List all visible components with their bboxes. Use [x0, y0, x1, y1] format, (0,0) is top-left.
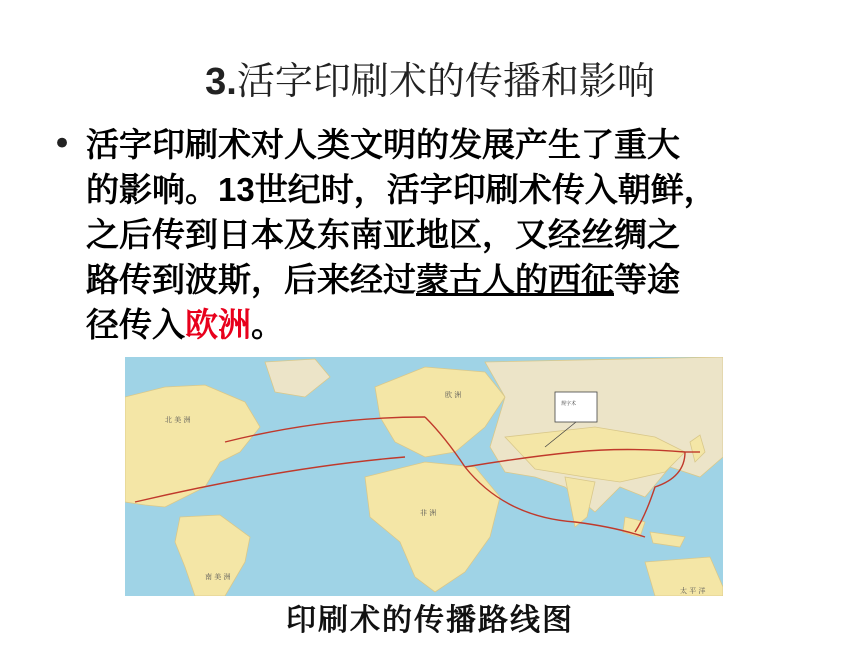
- paragraph-line-3: 之后传到日本及东南亚地区，又经丝绸之: [86, 215, 680, 254]
- map-caption: 印刷术的传播路线图: [286, 603, 574, 638]
- label-pacific: 太 平 洋: [680, 587, 706, 595]
- bullet-point: •: [52, 124, 73, 164]
- underlined-mongol-westward: 蒙古人的西征: [416, 260, 614, 299]
- line2-text-a: 的影响。: [86, 170, 218, 209]
- century-number: 13: [218, 171, 255, 208]
- printing-spread-map: [125, 357, 723, 596]
- line5-text-b: 。: [251, 305, 284, 344]
- title-text: 活字印刷术的传播和影响: [236, 59, 655, 103]
- paragraph-line-5: [86, 302, 806, 347]
- line4-text-a: 路传到波斯，后来经过: [86, 260, 416, 299]
- label-north-america: 北 美 洲: [165, 416, 191, 424]
- label-europe: 欧 洲: [445, 391, 462, 399]
- line5-text-a: 径传入: [86, 305, 185, 344]
- line2-text-b: 世纪时，活字印刷术传入朝鲜，: [254, 170, 717, 209]
- bullet-paragraph: [86, 122, 806, 347]
- line4-text-b: 等途: [614, 260, 680, 299]
- slide-title: [0, 50, 860, 105]
- world-map-graphic: [125, 357, 723, 596]
- paragraph-line-4: [86, 257, 806, 302]
- highlight-europe: 欧洲: [185, 305, 251, 344]
- paragraph-line-2: [86, 167, 806, 212]
- map-note-text: 规字术: [561, 401, 577, 407]
- label-africa: 非 洲: [420, 509, 437, 517]
- label-south-america: 南 美 洲: [205, 573, 231, 581]
- paragraph-line-1: 活字印刷术对人类文明的发展产生了重大: [86, 125, 680, 164]
- title-number: 3.: [205, 61, 237, 103]
- map-note-box: [555, 392, 597, 422]
